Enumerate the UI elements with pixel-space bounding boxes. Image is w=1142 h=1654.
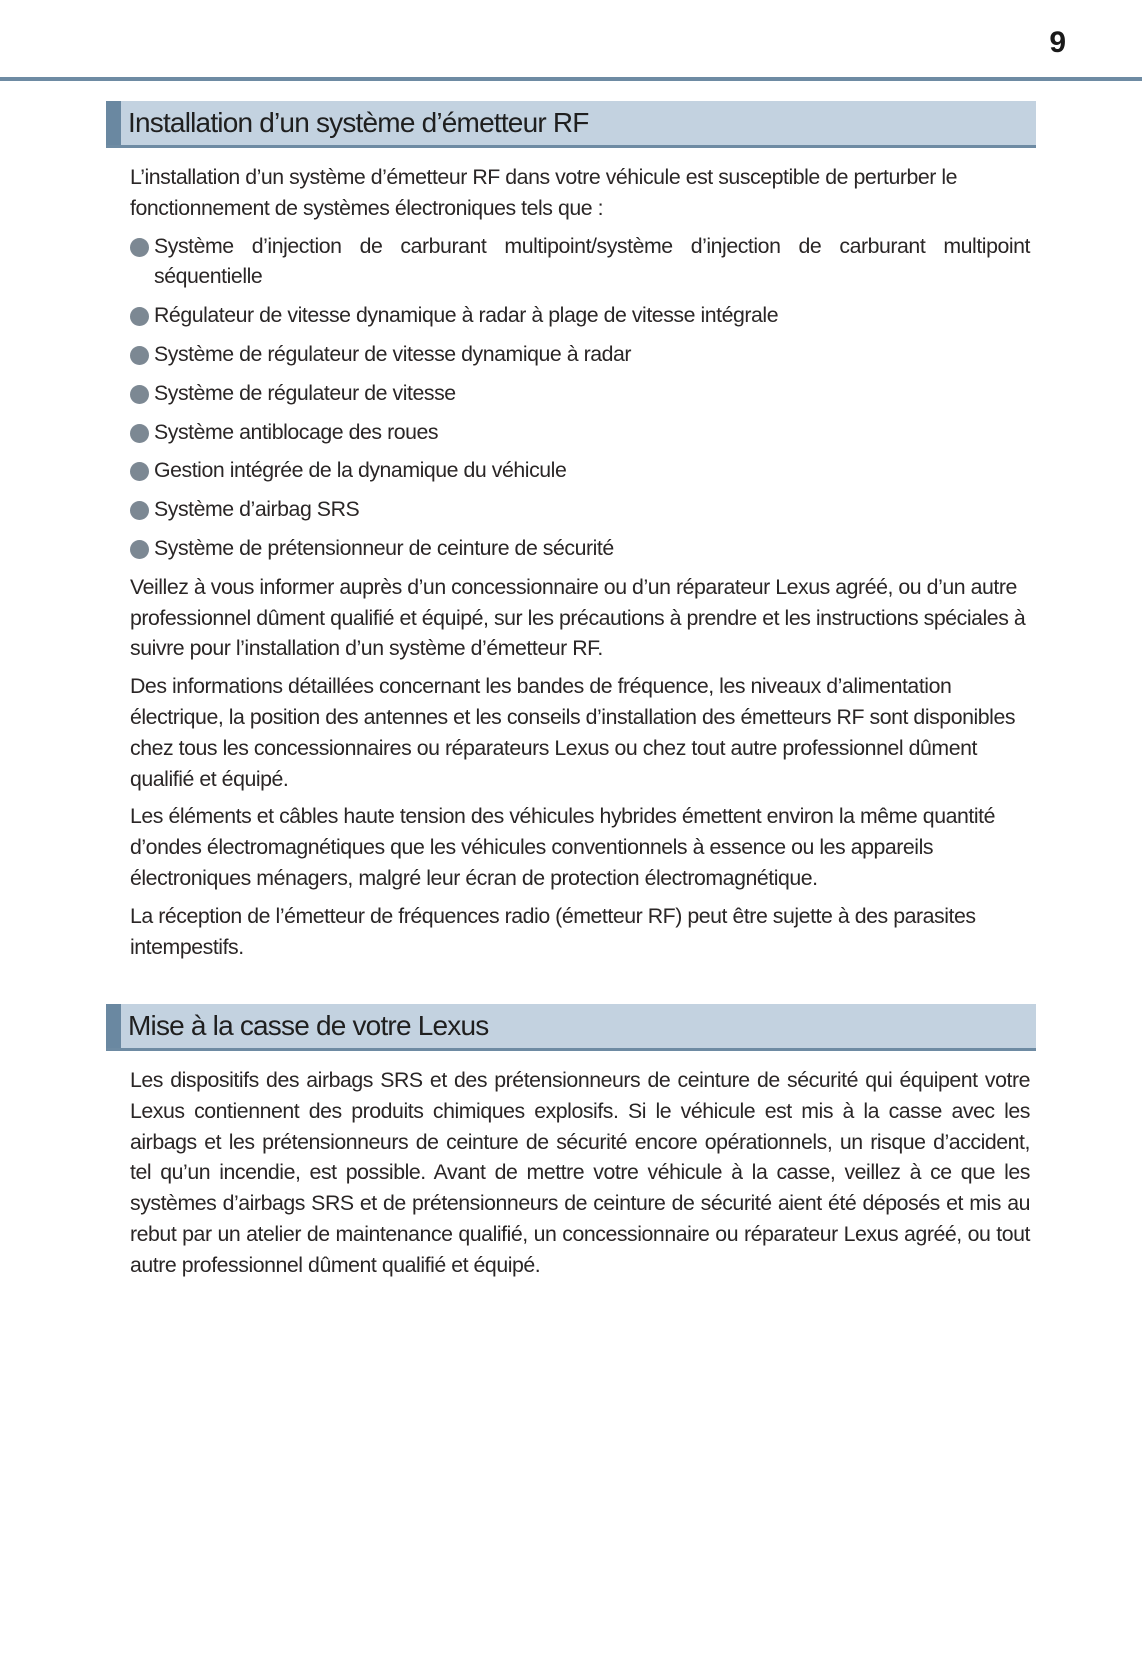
- bullet-dot-icon: [130, 238, 149, 257]
- list-item: Système de régulateur de vitesse dynamique à radar: [130, 339, 1030, 370]
- list-item: Système de prétensionneur de ceinture de sécurité: [130, 533, 1030, 564]
- body-paragraph: La réception de l’émetteur de fréquences radio (émetteur RF) peut être sujette à des parasites intempestifs.: [130, 903, 976, 959]
- bullet-dot-icon: [130, 385, 149, 404]
- bullet-dot-icon: [130, 424, 149, 443]
- list-item: Système d’injection de carburant multipoint/système d’injection de carburant multipoint séquentielle: [130, 231, 1030, 293]
- bullet-dot-icon: [130, 346, 149, 365]
- bullet-dot-icon: [130, 540, 149, 559]
- heading-accent-bar: [106, 101, 121, 145]
- section-content-scrapping: [130, 1065, 1030, 1288]
- bullet-dot-icon: [130, 307, 149, 326]
- body-paragraph: Des informations détaillées concernant les bandes de fréquence, les niveaux d’alimentation électrique, la position des antennes et les conseils d’installation des émetteurs RF sont disponibles chez tous les concessionnaires ou réparateurs Lexus ou chez tout autre professionnel dûment qualifié et équipé.: [130, 674, 1016, 791]
- page-number: 9: [1049, 26, 1066, 59]
- section-heading-rf-installation: [106, 101, 1036, 148]
- section-title: Mise à la casse de votre Lexus: [128, 1010, 489, 1041]
- body-paragraph: Veillez à vous informer auprès d’un concessionnaire ou d’un réparateur Lexus agréé, ou d’un autre professionnel dûment qualifié et équipé, sur les précautions à prendre et les instructions spéciales à suivre pour l’installation d’un système d’émetteur RF.: [130, 574, 1026, 661]
- affected-systems-list: [130, 231, 1030, 564]
- list-item: Système de régulateur de vitesse: [130, 378, 1030, 409]
- bullet-dot-icon: [130, 462, 149, 481]
- bullet-dot-icon: [130, 501, 149, 520]
- heading-accent-bar: [106, 1004, 121, 1048]
- section-content-rf-installation: [130, 162, 1030, 969]
- section-heading-scrapping: [106, 1004, 1036, 1051]
- list-item: Système d’airbag SRS: [130, 494, 1030, 525]
- body-paragraph: Les éléments et câbles haute tension des véhicules hybrides émettent environ la même quantité d’ondes électromagnétiques que les véhicules conventionnels à essence ou les appareils électroniques ménagers, malgré leur écran de protection électromagnétique.: [130, 804, 995, 890]
- top-rule: [0, 77, 1142, 81]
- section-title: Installation d’un système d’émetteur RF: [128, 107, 589, 138]
- list-item: Gestion intégrée de la dynamique du véhicule: [130, 455, 1030, 486]
- list-item: Régulateur de vitesse dynamique à radar à plage de vitesse intégrale: [130, 300, 1030, 331]
- intro-paragraph: L’installation d’un système d’émetteur RF dans votre véhicule est susceptible de perturber le fonctionnement de systèmes électroniques tels que :: [130, 165, 958, 220]
- list-item: Système antiblocage des roues: [130, 417, 1030, 448]
- body-paragraph: Les dispositifs des airbags SRS et des prétensionneurs de ceinture de sécurité qui équipent votre Lexus contiennent des produits chimiques explosifs. Si le véhicule est mis à la casse avec les airbags et les prétensionneurs de ceinture de sécurité encore opérationnels, un risque d’accident, tel qu’un incendie, est possible. Avant de mettre votre véhicule à la casse, veillez à ce que les systèmes d’airbags SRS et de prétensionneurs de ceinture de sécurité aient été déposés et mis au rebut par un atelier de maintenance qualifié, un concessionnaire ou réparateur Lexus agréé, ou tout autre professionnel dûment qualifié et équipé.: [130, 1068, 1030, 1277]
